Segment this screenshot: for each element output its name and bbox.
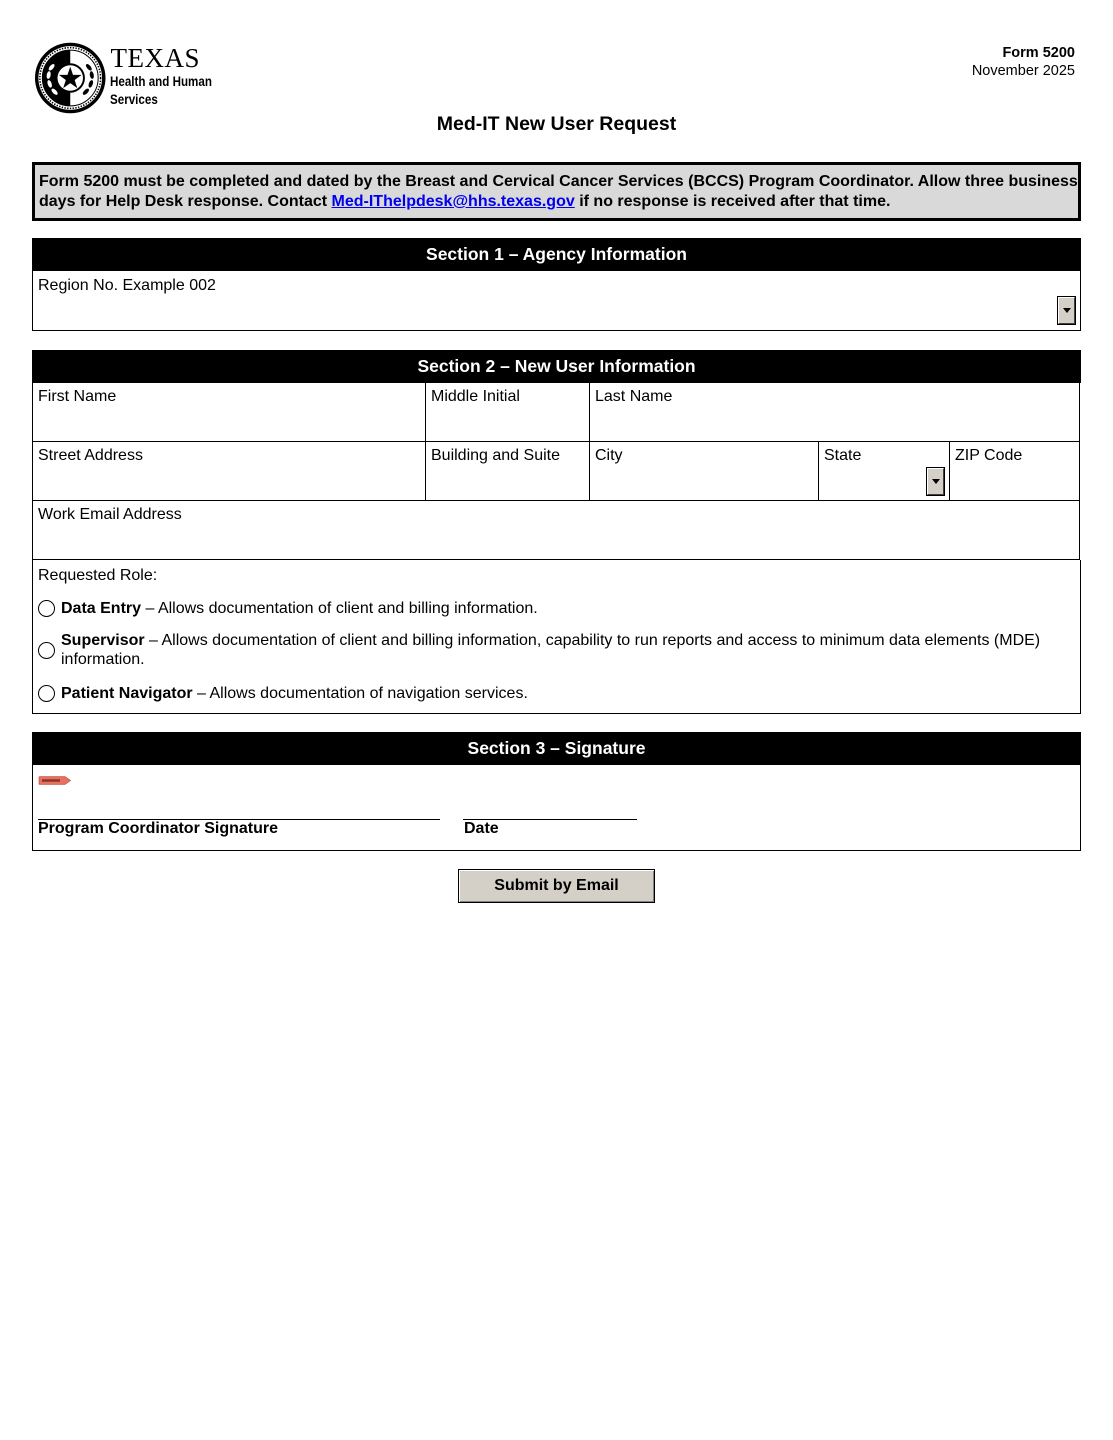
- user-info-grid: [32, 383, 1080, 560]
- date-label: Date: [464, 820, 499, 837]
- requested-role-label: Requested Role:: [38, 567, 158, 584]
- street-address-field[interactable]: [33, 442, 426, 500]
- requested-role-group: [32, 560, 1081, 714]
- middle-initial-label: Middle Initial: [431, 388, 520, 405]
- role-description: – Allows documentation of navigation services.: [192, 685, 528, 702]
- role-description: – Allows documentation of client and billing information, capability to run reports and access to minimum data elements (MDE) information.: [61, 632, 1041, 668]
- street-address-label: Street Address: [38, 447, 143, 464]
- middle-initial-field[interactable]: [426, 383, 590, 441]
- building-suite-label: Building and Suite: [431, 447, 560, 464]
- helpdesk-email-link[interactable]: Med-IThelpdesk@hhs.texas.gov: [331, 193, 575, 210]
- section-agency-information: [32, 238, 1081, 331]
- signature-area: [32, 765, 1081, 851]
- first-name-label: First Name: [38, 388, 117, 405]
- state-field[interactable]: [819, 442, 950, 500]
- sign-here-flag-icon[interactable]: [38, 776, 71, 785]
- building-suite-field[interactable]: [426, 442, 590, 500]
- form-number: Form 5200: [1002, 45, 1075, 61]
- role-option-supervisor[interactable]: [38, 631, 1071, 669]
- address-row: [33, 442, 1080, 501]
- zip-code-label: ZIP Code: [955, 447, 1023, 464]
- section-new-user-information: [32, 350, 1081, 714]
- radio-supervisor[interactable]: [38, 642, 55, 659]
- dropdown-arrow-icon: [1063, 308, 1071, 313]
- last-name-label: Last Name: [595, 388, 673, 405]
- state-label: State: [824, 447, 862, 464]
- texas-seal-icon: [34, 41, 106, 115]
- last-name-field[interactable]: [590, 383, 1080, 441]
- first-name-field[interactable]: [33, 383, 426, 441]
- email-row: [33, 501, 1080, 560]
- notice-text-end: if no response is received after that time.: [574, 193, 891, 210]
- section-2-header: Section 2 – New User Information: [32, 350, 1081, 383]
- logo-line2: Health and Human: [110, 73, 213, 89]
- state-dropdown-button[interactable]: [927, 468, 944, 495]
- role-name: Data Entry: [61, 600, 142, 617]
- role-name: Supervisor: [61, 632, 145, 649]
- hhs-logo: [34, 40, 229, 116]
- signature-label: Program Coordinator Signature: [38, 820, 279, 837]
- role-option-patient-navigator[interactable]: [38, 684, 1071, 703]
- form-date: November 2025: [971, 63, 1075, 79]
- role-description: – Allows documentation of client and billing information.: [141, 600, 538, 617]
- region-label: Region No. Example 002: [38, 277, 216, 294]
- page-title: Med-IT New User Request: [436, 113, 677, 135]
- notice-text: Form 5200 must be completed and dated by the Breast and Cervical Cancer Services (BCCS) Program Coordinator. Allow three business days for Help Desk response. Contact: [39, 173, 1078, 210]
- radio-patient-navigator[interactable]: [38, 685, 55, 702]
- section-signature: [32, 732, 1081, 851]
- form-meta: [972, 44, 1075, 80]
- region-field[interactable]: [32, 271, 1081, 331]
- region-dropdown-button[interactable]: [1058, 297, 1075, 324]
- section-1-header: Section 1 – Agency Information: [32, 238, 1081, 271]
- instructions-notice: [32, 162, 1081, 221]
- logo-texas: TEXAS: [110, 42, 200, 73]
- dropdown-arrow-icon: [932, 479, 940, 484]
- role-option-data-entry[interactable]: [38, 599, 1071, 618]
- zip-code-field[interactable]: [950, 442, 1080, 500]
- radio-data-entry[interactable]: [38, 600, 55, 617]
- name-row: [33, 383, 1080, 442]
- work-email-label: Work Email Address: [38, 506, 182, 523]
- role-name: Patient Navigator: [61, 685, 193, 702]
- logo-line3: Services: [110, 91, 159, 107]
- city-field[interactable]: [590, 442, 819, 500]
- city-label: City: [595, 447, 623, 464]
- section-3-header: Section 3 – Signature: [32, 732, 1081, 765]
- work-email-field[interactable]: [33, 501, 1080, 559]
- submit-by-email-button[interactable]: Submit by Email: [458, 869, 655, 903]
